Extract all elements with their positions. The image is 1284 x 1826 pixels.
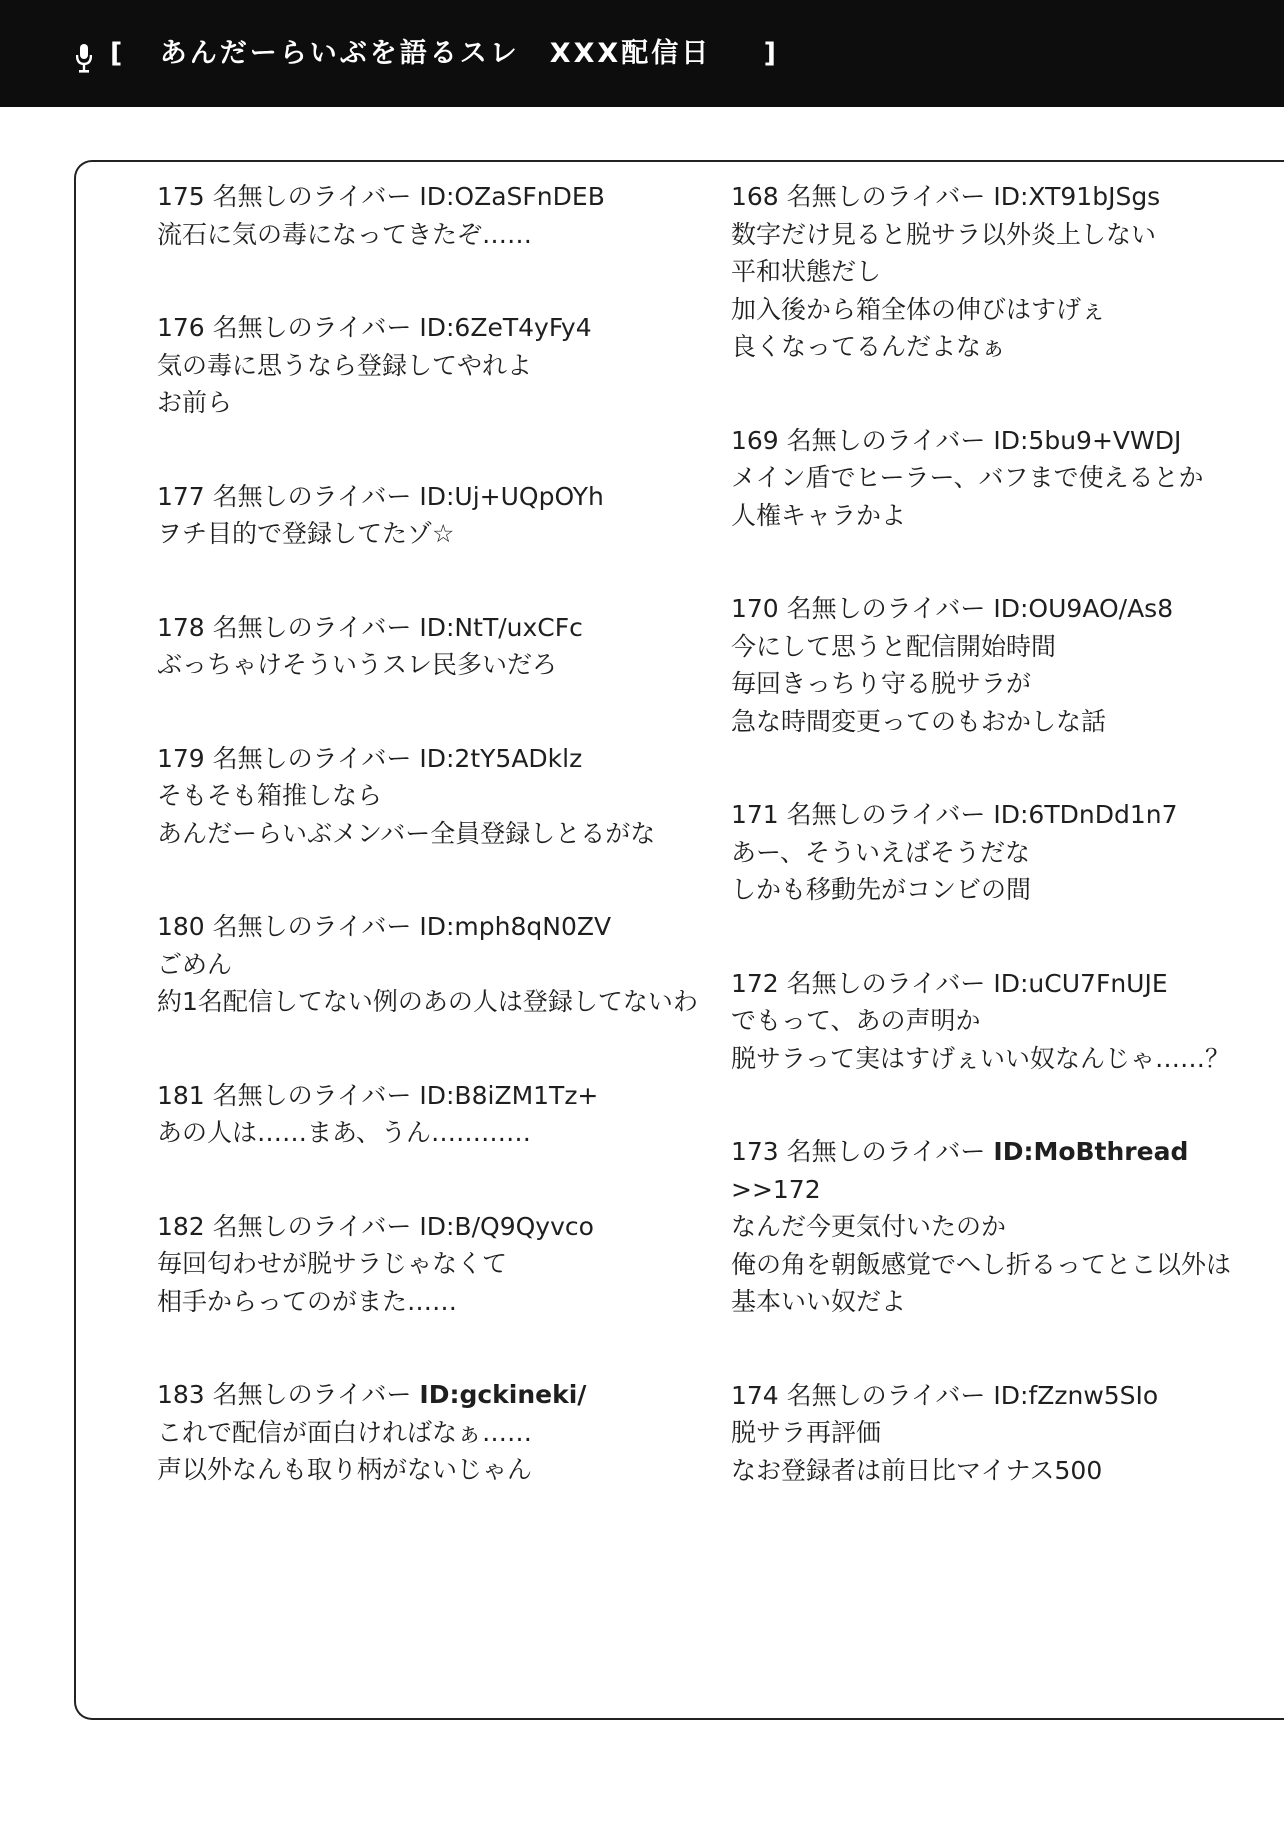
thread-post	[731, 422, 1271, 535]
poster-name: 名無しのライバー	[212, 313, 412, 342]
thread-post	[157, 908, 717, 1021]
post-header	[731, 1377, 1271, 1415]
post-body-line: ヲチ目的で登録してたゾ☆	[157, 519, 455, 548]
post-body-line: 基本いい奴だよ	[731, 1287, 907, 1316]
post-body-line: 毎回匂わせが脱サラじゃなくて	[157, 1249, 508, 1278]
post-number: 183	[157, 1380, 205, 1409]
poster-name: 名無しのライバー	[212, 1380, 412, 1409]
thread-post	[731, 796, 1271, 909]
post-body-line: なんだ今更気付いたのか	[731, 1212, 1007, 1241]
post-number: 177	[157, 481, 205, 511]
poster-name: 名無しのライバー	[212, 743, 412, 773]
poster-id: ID:mph8qN0ZV	[419, 912, 612, 941]
post-number: 174	[731, 1380, 779, 1410]
poster-id: ID:MoBthread	[993, 1137, 1189, 1166]
post-body-line: 気の毒に思うなら登録してやれよ	[157, 350, 533, 380]
post-body-line: 数字だけ見ると脱サラ以外炎上しない	[731, 219, 1157, 249]
thread-post	[731, 1377, 1271, 1490]
post-body-line: あの人は……まあ、うん…………	[157, 1118, 532, 1147]
thread-post	[731, 965, 1271, 1078]
post-number: 168	[731, 182, 779, 211]
title-bracket-close: ]	[763, 38, 779, 69]
poster-name: 名無しのライバー	[212, 481, 412, 511]
post-body-line: 脱サラって実はすげぇいい奴なんじゃ……？	[731, 1043, 1231, 1073]
poster-id: ID:5bu9+VWDJ	[993, 425, 1182, 455]
poster-name: 名無しのライバー	[212, 912, 412, 941]
post-header	[157, 1376, 717, 1414]
thread-title	[110, 0, 779, 107]
poster-id: ID:2tY5ADklz	[419, 743, 583, 773]
poster-id: ID:B/Q9Qyvco	[419, 1211, 594, 1241]
poster-id: ID:XT91bJSgs	[993, 182, 1161, 211]
post-body-line: 急な時間変更ってのもおかしな話	[731, 706, 1107, 736]
title-bracket-open: [	[110, 38, 126, 69]
post-header	[157, 609, 717, 647]
header-bar	[0, 0, 1284, 107]
thread-post	[731, 590, 1271, 740]
post-body-line: 良くなってるんだよなぁ	[731, 332, 1007, 361]
post-header	[731, 1133, 1271, 1171]
poster-name: 名無しのライバー	[786, 594, 986, 623]
poster-name: 名無しのライバー	[786, 1137, 986, 1166]
thread-post	[157, 478, 717, 553]
post-number: 170	[731, 594, 779, 623]
post-body-line: 毎回きっちり守る脱サラが	[731, 669, 1032, 698]
poster-name: 名無しのライバー	[786, 182, 986, 211]
poster-name: 名無しのライバー	[786, 968, 986, 998]
post-number: 179	[157, 743, 205, 773]
post-header	[731, 796, 1271, 834]
post-body-line: あんだーらいぶメンバー全員登録しとるがな	[157, 818, 656, 848]
left-post-column	[157, 178, 717, 1545]
post-body-line: 俺の角を朝飯感覚でへし折るってとこ以外は	[731, 1249, 1232, 1279]
post-header	[157, 908, 717, 946]
post-number: 169	[731, 425, 779, 455]
poster-id: ID:6TDnDd1n7	[993, 800, 1178, 829]
post-body-line: 流石に気の毒になってきたぞ……	[157, 219, 533, 249]
post-header	[157, 309, 717, 347]
post-header	[157, 740, 717, 778]
poster-name: 名無しのライバー	[212, 1080, 412, 1110]
post-body-line: ごめん	[157, 949, 233, 979]
post-header	[157, 1208, 717, 1246]
post-number: 181	[157, 1080, 205, 1110]
post-body-line: 脱サラ再評価	[731, 1418, 882, 1447]
post-body-line: でもって、あの声明か	[731, 1006, 981, 1035]
post-body-line: 声以外なんも取り柄がないじゃん	[157, 1455, 533, 1484]
post-number: 176	[157, 313, 205, 342]
post-number: 172	[731, 968, 779, 998]
post-header	[157, 178, 717, 216]
post-body-line: あー、そういえばそうだな	[731, 837, 1031, 867]
thread-post	[157, 1208, 717, 1321]
poster-name: 名無しのライバー	[786, 800, 986, 829]
thread-post	[157, 178, 717, 253]
post-body-line: そもそも箱推しなら	[157, 781, 383, 810]
poster-name: 名無しのライバー	[786, 1380, 986, 1410]
poster-id: ID:OU9AO/As8	[993, 594, 1174, 623]
post-header	[157, 1077, 717, 1115]
post-number: 173	[731, 1137, 779, 1166]
post-body-line: メイン盾でヒーラー、バフまで使えるとか	[731, 463, 1204, 492]
post-header	[731, 422, 1271, 460]
post-body-line: 今にして思うと配信開始時間	[731, 631, 1057, 661]
poster-id: ID:Uj+UQpOYh	[419, 481, 604, 511]
thread-post	[157, 1077, 717, 1152]
post-header	[731, 178, 1271, 216]
thread-post	[157, 740, 717, 853]
poster-name: 名無しのライバー	[212, 612, 412, 642]
post-header	[157, 478, 717, 516]
post-number: 182	[157, 1211, 205, 1241]
microphone-icon	[76, 44, 92, 74]
poster-name: 名無しのライバー	[212, 1211, 412, 1241]
post-body-line: 約1名配信してない例のあの人は登録してないわ	[157, 987, 698, 1016]
right-post-column	[731, 178, 1271, 1545]
post-body-line: これで配信が面白ければなぁ……	[157, 1417, 533, 1447]
thread-post	[157, 1376, 717, 1489]
post-body-line: >>172	[731, 1174, 821, 1204]
poster-name: 名無しのライバー	[212, 182, 412, 211]
post-body-line: なお登録者は前日比マイナス500	[731, 1455, 1103, 1485]
thread-post	[731, 1133, 1271, 1321]
thread-post	[157, 609, 717, 684]
post-number: 180	[157, 912, 205, 941]
post-number: 178	[157, 612, 205, 642]
poster-id: ID:uCU7FnUJE	[993, 968, 1168, 998]
post-number: 171	[731, 800, 779, 829]
post-body-line: ぶっちゃけそういうスレ民多いだろ	[157, 650, 558, 679]
poster-name: 名無しのライバー	[786, 425, 986, 455]
thread-post	[731, 178, 1271, 366]
poster-id: ID:NtT/uxCFc	[419, 612, 583, 642]
poster-id: ID:6ZeT4yFy4	[419, 313, 592, 342]
post-header	[731, 590, 1271, 628]
post-body-line: しかも移動先がコンビの間	[731, 875, 1032, 904]
poster-id: ID:OZaSFnDEB	[419, 182, 605, 211]
post-number: 175	[157, 182, 205, 211]
post-body-line: 人権キャラかよ	[731, 500, 907, 530]
title-text: あんだーらいぶを語るスレ XXX配信日	[159, 38, 712, 69]
poster-id: ID:gckineki/	[419, 1380, 587, 1409]
thread-post	[157, 309, 717, 422]
poster-id: ID:B8iZM1Tz+	[419, 1080, 599, 1110]
post-header	[731, 965, 1271, 1003]
post-body-line: 加入後から箱全体の伸びはすげぇ	[731, 294, 1107, 324]
post-body-line: 相手からってのがまた……	[157, 1286, 458, 1316]
post-body-line: 平和状態だし	[731, 257, 882, 286]
post-body-line: お前ら	[157, 388, 233, 417]
poster-id: ID:fZznw5SIo	[993, 1380, 1159, 1410]
